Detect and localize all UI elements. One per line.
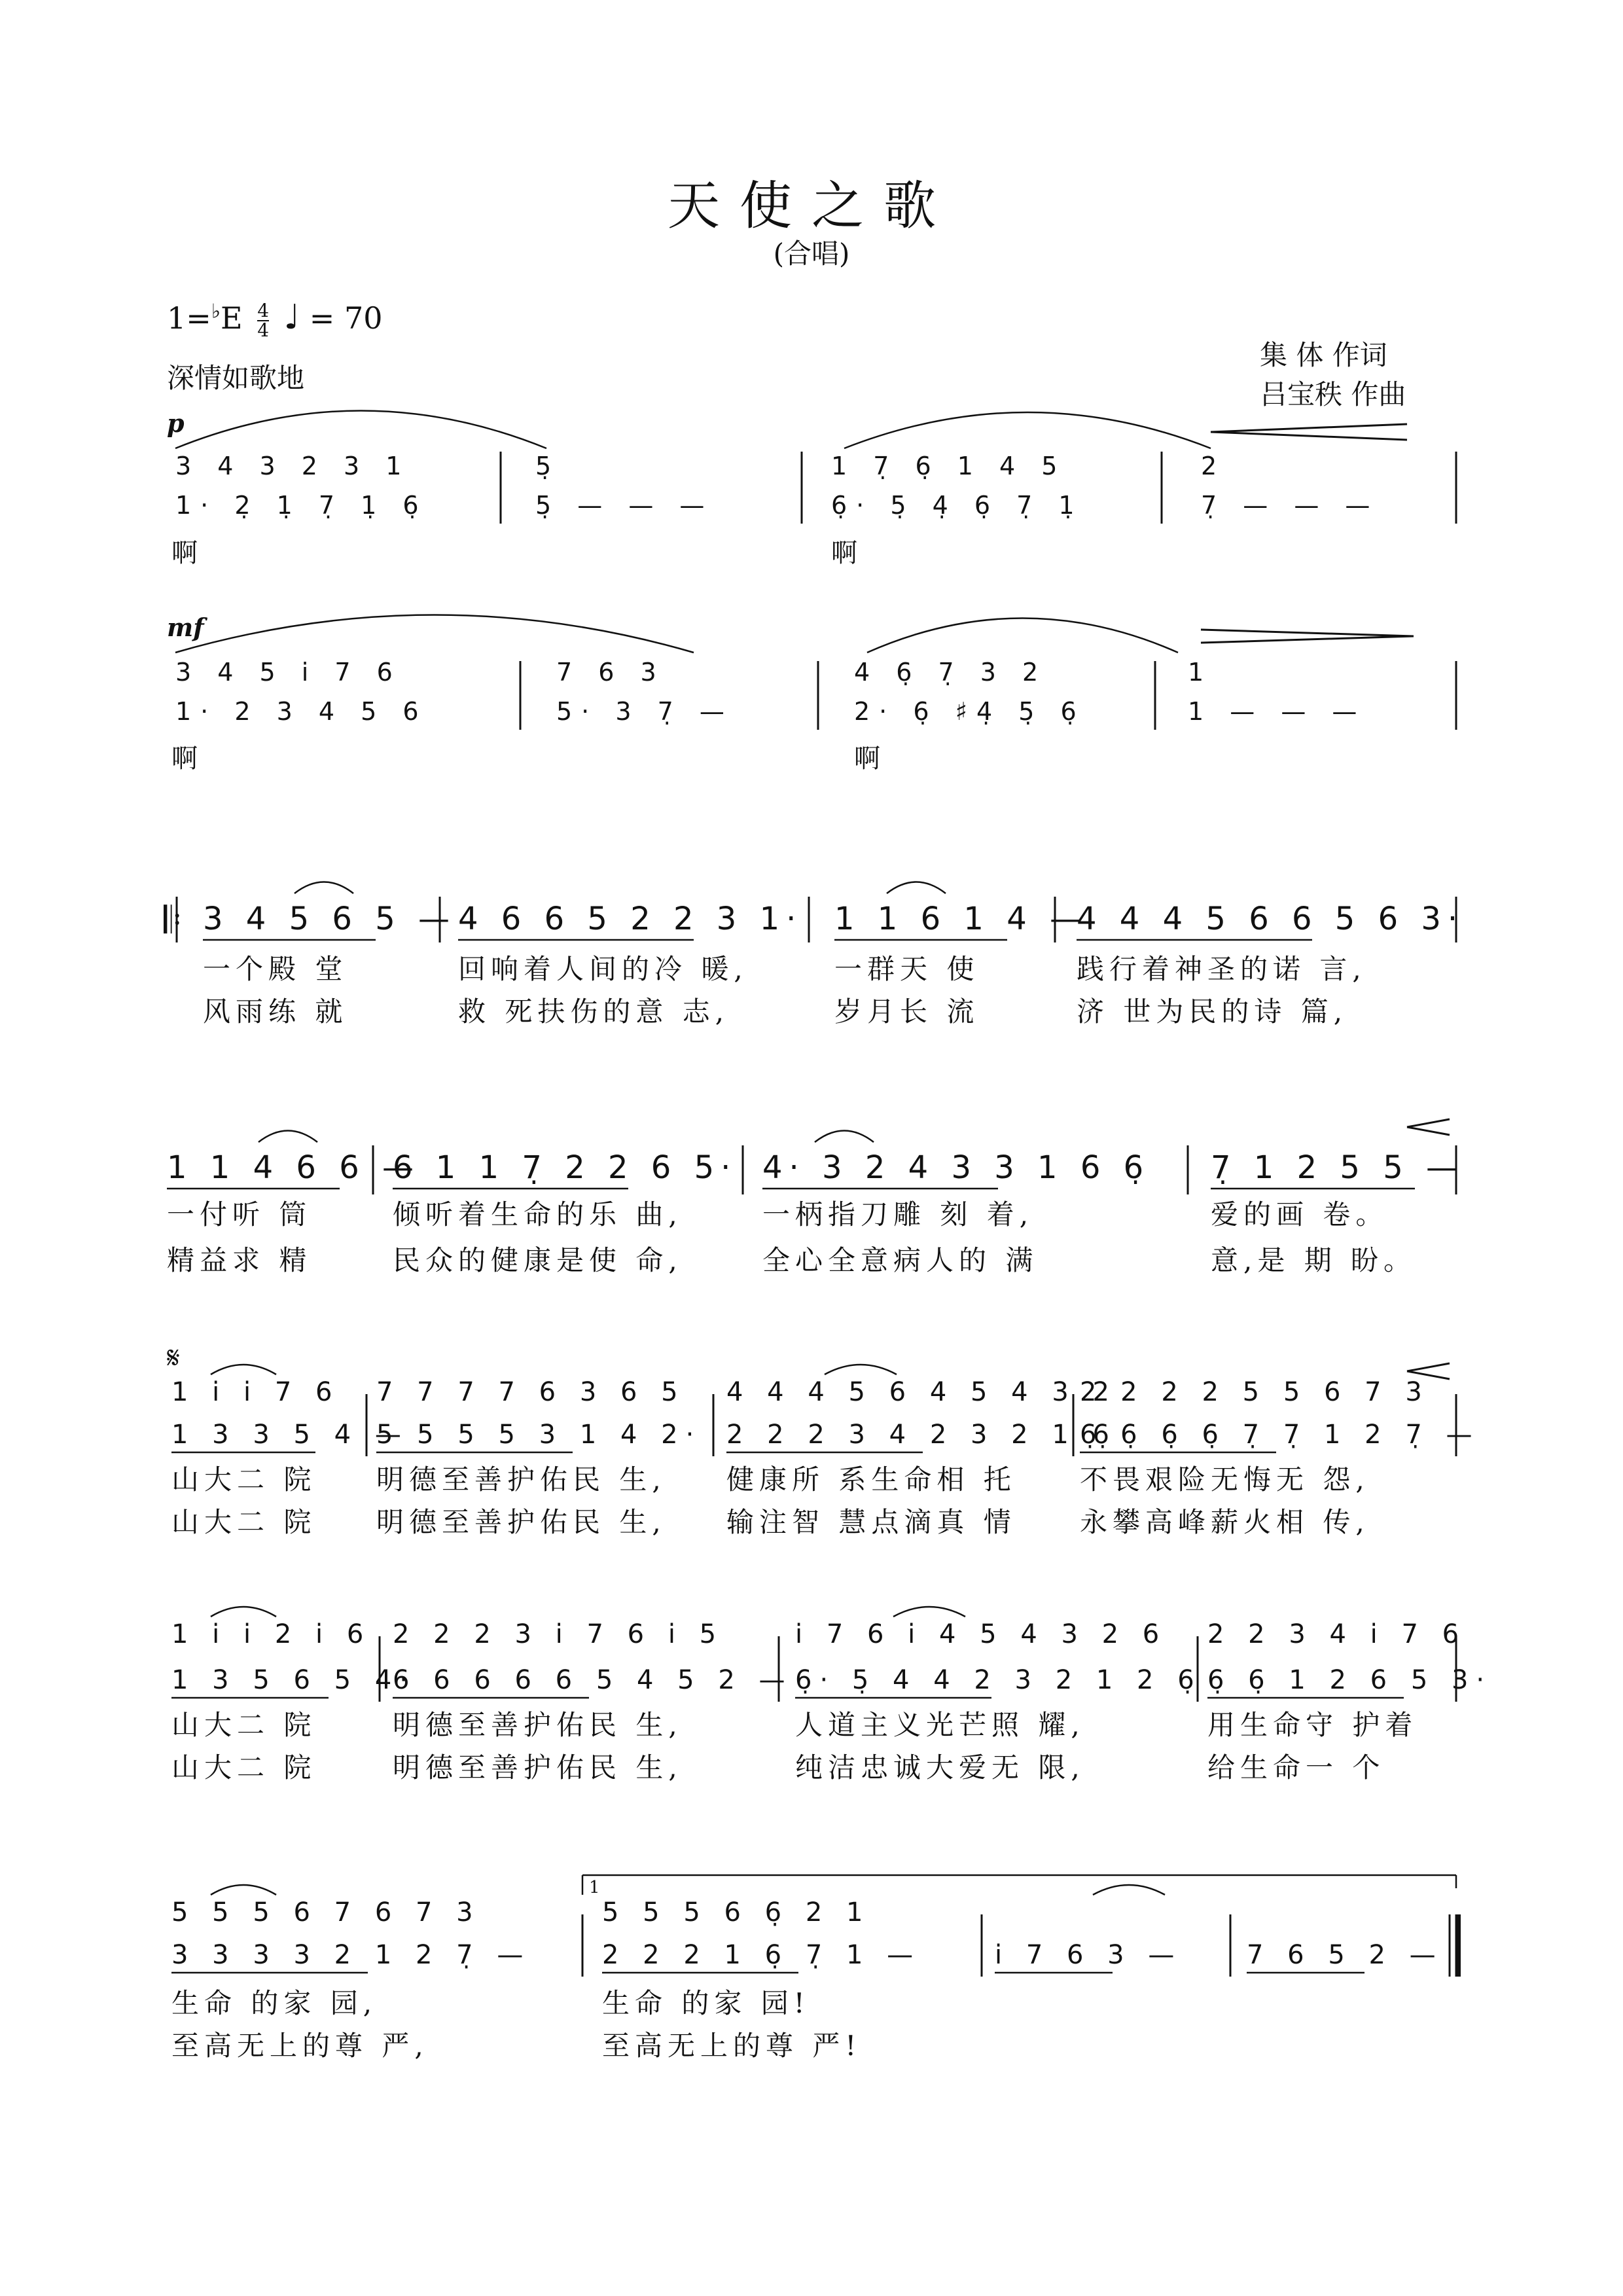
upper-voice-measure: 2 2 2 3 i 7 6 i 5: [393, 1619, 724, 1649]
lyric-verse-2: 岁月长 流: [834, 996, 980, 1028]
lyric-verse-1: 回响着人间的冷 暖,: [458, 953, 748, 985]
crescendo-hairpin: [1407, 1363, 1450, 1371]
lyric-verse-2: 明德至善护佑民 生,: [393, 1751, 683, 1784]
song-subtitle: (合唱): [773, 238, 850, 270]
upper-voice-measure: 3 4 5 i 7 6: [175, 658, 402, 687]
lower-voice-measure: 5̣ — — —: [535, 491, 714, 520]
repeat-start-icon: 𝄆: [164, 899, 182, 942]
upper-voice-measure: 4 4 4 5 6 4 5 4 3 2: [726, 1377, 1117, 1407]
upper-voice-measure: 5 5 5 6 7 6 7 3: [171, 1897, 481, 1928]
key-note: E: [220, 300, 243, 336]
phrase-slur: [844, 412, 1211, 448]
lyric-verse-2: 风雨练 就: [203, 996, 348, 1028]
lyric-verse-2: 明德至善护佑民 生,: [376, 1506, 666, 1538]
phrase-slur: [175, 411, 546, 449]
song-title: 天使之歌: [668, 175, 955, 236]
upper-voice-measure: 2 2 3 4 i 7 6: [1207, 1619, 1467, 1649]
lower-voice-measure: 7 6 5 2 —: [1247, 1940, 1444, 1970]
lyric-verse-2: 救 死扶伤的意 志,: [458, 996, 730, 1028]
tie: [893, 1607, 965, 1617]
upper-voice-measure: 1 7̣ 6̣ 1 4 5: [831, 452, 1067, 480]
lyric-verse-2: 至高无上的尊 严,: [171, 2030, 429, 2062]
lower-voice-measure: 1 — — —: [1188, 697, 1366, 726]
lyric-verse-2: 民众的健康是使 命,: [393, 1244, 683, 1276]
tie: [211, 1885, 276, 1895]
upper-voice-measure: 7 7 7 7 6 3 6 5: [376, 1377, 686, 1407]
lyric-verse-1: 倾听着生命的乐 曲,: [393, 1198, 683, 1230]
lyric-verse-2: 精益求 精: [167, 1244, 312, 1276]
segno-icon: 𝄋: [167, 1340, 180, 1375]
lyric-verse-1: 爱的画 卷。: [1211, 1198, 1389, 1230]
lyric-verse-1: 生命 的家 园!: [602, 1987, 810, 2019]
crescendo-hairpin: [1211, 432, 1407, 440]
lyric-verse-2: 至高无上的尊 严!: [602, 2030, 862, 2062]
lyric-verse-1: 用生命守 护着: [1207, 1709, 1418, 1741]
upper-voice-measure: 5̣: [535, 452, 561, 480]
lyric-verse-1: 一付听 筒: [167, 1198, 312, 1230]
upper-voice-measure: 1: [1188, 658, 1213, 687]
crescendo-hairpin: [1211, 424, 1407, 432]
composer-credit: 吕宝秩 作曲: [1260, 378, 1406, 410]
measure-notes: 4 6 6 5 2 2 3 1·: [458, 901, 803, 937]
decrescendo-hairpin: [1201, 630, 1414, 636]
quarter-note-icon: ♩: [283, 298, 300, 337]
intro-lyric: 啊: [831, 538, 857, 568]
tie: [211, 1365, 276, 1374]
volta-number: 1: [589, 1878, 600, 1897]
intro-lyric: 啊: [854, 744, 880, 774]
upper-voice-measure: 7 6 3: [556, 658, 666, 687]
lyric-verse-2: 山大二 院: [171, 1506, 317, 1538]
time-denominator: 4: [257, 319, 270, 341]
upper-voice-measure: 3 4 3 2 3 1: [175, 452, 411, 480]
time-numerator: 4: [257, 300, 270, 321]
lyric-verse-2: 纯洁忠诚大爱无 限,: [795, 1751, 1085, 1784]
tie: [887, 882, 946, 894]
dynamic-mark: p: [167, 408, 185, 438]
lower-voice-measure: i 7 6 3 —: [995, 1940, 1183, 1970]
lower-voice-measure: 6̣· 5̣ 4̣ 6̣ 7̣ 1̣: [831, 491, 1084, 520]
lyric-verse-2: 济 世为民的诗 篇,: [1077, 996, 1348, 1028]
flat-icon: ♭: [211, 300, 221, 323]
lower-voice-measure: 6̣ 6̣ 1 2 6 5 3·: [1207, 1665, 1493, 1695]
lyric-verse-1: 践行着神圣的诺 言,: [1077, 953, 1366, 985]
lower-voice-measure: 3 3 3 3 2 1 2 7̣ —: [171, 1940, 531, 1970]
lower-voice-measure: 1 3 5 6 5 4·: [171, 1665, 416, 1695]
tempo-value: = 70: [309, 300, 383, 336]
crescendo-hairpin: [1407, 1127, 1450, 1135]
lower-voice-measure: 5· 3 7̣ —: [556, 697, 734, 726]
phrase-slur: [175, 615, 694, 653]
lyric-verse-2: 全心全意病人的 满: [762, 1244, 1039, 1276]
lyric-verse-1: 山大二 院: [171, 1709, 317, 1741]
lower-voice-measure: 7̣ — — —: [1201, 491, 1380, 520]
measure-notes: 4· 3 2 4 3 3 1 6 6̣: [762, 1149, 1150, 1186]
upper-voice-measure: 5 5 5 6 6̣ 2 1: [602, 1897, 871, 1928]
tie: [294, 882, 353, 894]
measure-notes: 1 1 6 1 4 —: [834, 901, 1088, 937]
measure-notes: 3 4 5 6 5 —: [203, 901, 456, 937]
measure-notes: 6 1 1 7̣ 2 2 6 5·: [393, 1149, 738, 1186]
upper-voice-measure: i 7 6 i 4 5 4 3 2 6: [795, 1619, 1168, 1649]
lower-voice-measure: 1 3 3 5 4 —: [171, 1420, 409, 1450]
measure-notes: 4 4 4 5 6 6 5 6 3·: [1077, 901, 1465, 937]
lyricist-credit: 集 体 作词: [1260, 339, 1387, 371]
lyric-verse-2: 永攀高峰薪火相 传,: [1080, 1506, 1370, 1538]
upper-voice-measure: 2 2 2 2 5 5 6 7 3: [1080, 1377, 1430, 1407]
lower-voice-measure: 1· 2̣ 1̣ 7̣ 1̣ 6̣: [175, 491, 428, 520]
lower-voice-measure: 5 5 5 5 3 1 4 2·: [376, 1420, 702, 1450]
tie: [815, 1131, 874, 1143]
upper-voice-measure: 1 i i 7 6: [171, 1377, 340, 1407]
upper-voice-measure: 4 6̣ 7̣ 3 2: [854, 658, 1048, 687]
crescendo-hairpin: [1407, 1119, 1450, 1127]
measure-notes: 7̣ 1 2 5 5 —: [1211, 1149, 1464, 1186]
lower-voice-measure: 2 2 2 3 4 2 3 2 1 6̣: [726, 1420, 1117, 1450]
lyric-verse-1: 明德至善护佑民 生,: [376, 1463, 666, 1496]
tie: [259, 1131, 317, 1143]
lyric-verse-2: 输注智 慧点滴真 情: [726, 1506, 1016, 1538]
lyric-verse-1: 一柄指刀雕 刻 着,: [762, 1198, 1034, 1230]
lower-voice-measure: 2· 6̣ ♯4̣ 5̣ 6̣: [854, 697, 1086, 726]
intro-lyric: 啊: [171, 538, 198, 568]
measure-notes: 1 1 4 6 6 —: [167, 1149, 420, 1186]
lyric-verse-1: 生命 的家 园,: [171, 1987, 378, 2019]
lyric-verse-2: 山大二 院: [171, 1751, 317, 1784]
tie: [825, 1365, 897, 1374]
lower-voice-measure: 1· 2 3 4 5 6: [175, 697, 428, 726]
decrescendo-hairpin: [1201, 636, 1414, 643]
lyric-verse-1: 明德至善护佑民 生,: [393, 1709, 683, 1741]
phrase-slur: [867, 619, 1178, 653]
dynamic-mark: mf: [167, 613, 204, 642]
tie: [1093, 1885, 1165, 1895]
lyric-verse-1: 不畏艰险无悔无 怨,: [1080, 1463, 1370, 1496]
tie: [211, 1607, 276, 1617]
lower-voice-measure: 6̣· 5̣ 4 4 2 3 2 1 2 6̣: [795, 1665, 1202, 1695]
lyric-verse-1: 一个殿 堂: [203, 953, 348, 985]
upper-voice-measure: 1 i i 2 i 6: [171, 1619, 372, 1649]
lyric-verse-1: 人道主义光芒照 耀,: [795, 1709, 1085, 1741]
lyric-verse-1: 山大二 院: [171, 1463, 317, 1496]
lower-voice-measure: 6̣ 6̣ 6̣ 6̣ 7̣ 7̣ 1 2 7̣ —: [1080, 1420, 1480, 1450]
lower-voice-measure: 2 2 2 1 6̣ 7̣ 1 —: [602, 1940, 921, 1970]
lyric-verse-1: 健康所 系生命相 托: [726, 1463, 1016, 1496]
expression-mark: 深情如歌地: [167, 362, 305, 394]
lyric-verse-2: 意,是 期 盼。: [1211, 1244, 1417, 1276]
key-prefix: 1=: [167, 300, 211, 336]
upper-voice-measure: 2: [1201, 452, 1226, 480]
lyric-verse-1: 一群天 使: [834, 953, 980, 985]
lower-voice-measure: 6 6 6 6 6 5 4 5 2 —: [393, 1665, 793, 1695]
lyric-verse-2: 给生命一 个: [1207, 1751, 1385, 1784]
intro-lyric: 啊: [171, 744, 198, 774]
key-signature: [167, 298, 383, 340]
